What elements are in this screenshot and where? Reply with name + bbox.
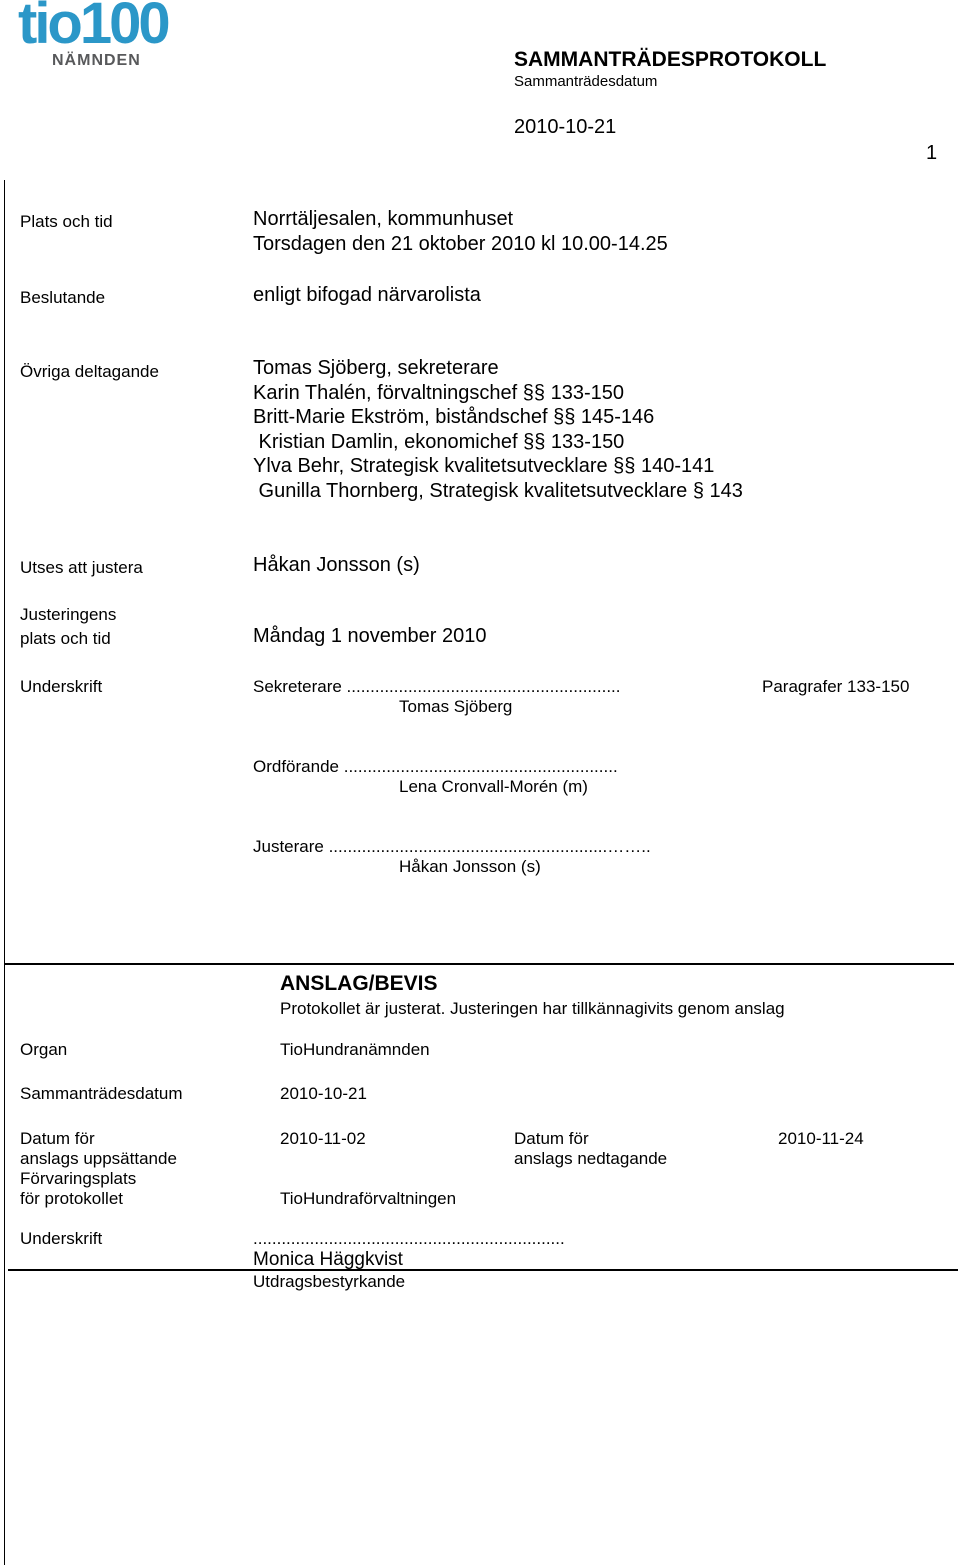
paragraphs-range: Paragrafer 133-150 [762,677,910,696]
organization-logo [18,2,178,72]
notice-signature-label: Underskrift [20,1229,103,1248]
storage-label-1: Förvaringsplats [20,1169,137,1188]
place-line-1: Norrtäljesalen, kommunhuset [253,208,514,230]
posted-value: 2010-11-02 [280,1129,366,1148]
left-margin-line [4,180,5,1565]
notice-signer-name: Monica Häggkvist [253,1249,403,1270]
secretary-signature-line: Sekreterare .......................................................... [253,677,621,696]
participant: Karin Thalén, förvaltningschef §§ 133-150 [253,382,624,404]
participant: Kristian Damlin, ekonomichef §§ 133-150 [253,431,625,453]
chair-name: Lena Cronvall-Morén (m) [399,777,588,796]
notice-meeting-date-value: 2010-10-21 [280,1084,367,1103]
logo-subtitle: NÄMNDEN [52,52,141,69]
removed-value: 2010-11-24 [778,1129,864,1148]
signature-label: Underskrift [20,677,103,696]
notice-title: ANSLAG/BEVIS [280,972,438,995]
removed-label-1: Datum för [514,1129,589,1148]
meeting-date: 2010-10-21 [514,116,617,138]
storage-label-2: för protokollet [20,1189,123,1208]
adjust-label: Utses att justera [20,558,143,577]
bottom-divider [8,1269,958,1271]
place-label: Plats och tid [20,212,113,231]
chair-signature-line: Ordförande .......................................................... [253,757,618,776]
adjust-place-label-1: Justeringens [20,605,117,624]
participant: Britt-Marie Ekström, biståndschef §§ 145-146 [253,406,655,428]
organ-label: Organ [20,1040,68,1059]
document-title: SAMMANTRÄDESPROTOKOLL [514,48,827,71]
notice-signature-line: .................................................................. [253,1229,565,1248]
posted-label-2: anslags uppsättande [20,1149,177,1168]
adjust-value: Håkan Jonsson (s) [253,554,420,576]
storage-value: TioHundraförvaltningen [280,1189,457,1208]
participant: Tomas Sjöberg, sekreterare [253,357,499,379]
adjuster-name: Håkan Jonsson (s) [399,857,541,876]
notice-signer-role: Utdragsbestyrkande [253,1272,406,1291]
logo-wordmark: tio100 [18,0,168,56]
notice-meeting-date-label: Sammanträdesdatum [20,1084,183,1103]
section-divider [4,963,954,965]
place-line-2: Torsdagen den 21 oktober 2010 kl 10.00-14.25 [253,233,668,255]
deciding-value: enligt bifogad närvarolista [253,284,481,306]
notice-subtitle: Protokollet är justerat. Justeringen har tillkännagivits genom anslag [280,999,785,1018]
others-label: Övriga deltagande [20,362,159,381]
removed-label-2: anslags nedtagande [514,1149,668,1168]
adjuster-signature-line: Justerare ...........................................................…….. [253,837,651,856]
posted-label-1: Datum för [20,1129,95,1148]
adjust-place-value: Måndag 1 november 2010 [253,625,487,647]
organ-value: TioHundranämnden [280,1040,430,1059]
page-number: 1 [926,142,938,164]
deciding-label: Beslutande [20,288,106,307]
participant: Ylva Behr, Strategisk kvalitetsutvecklare §§ 140-141 [253,455,715,477]
secretary-name: Tomas Sjöberg [399,697,513,716]
meeting-date-label: Sammanträdesdatum [514,73,658,90]
adjust-place-label-2: plats och tid [20,629,111,648]
participant: Gunilla Thornberg, Strategisk kvalitetsutvecklare § 143 [253,480,743,502]
